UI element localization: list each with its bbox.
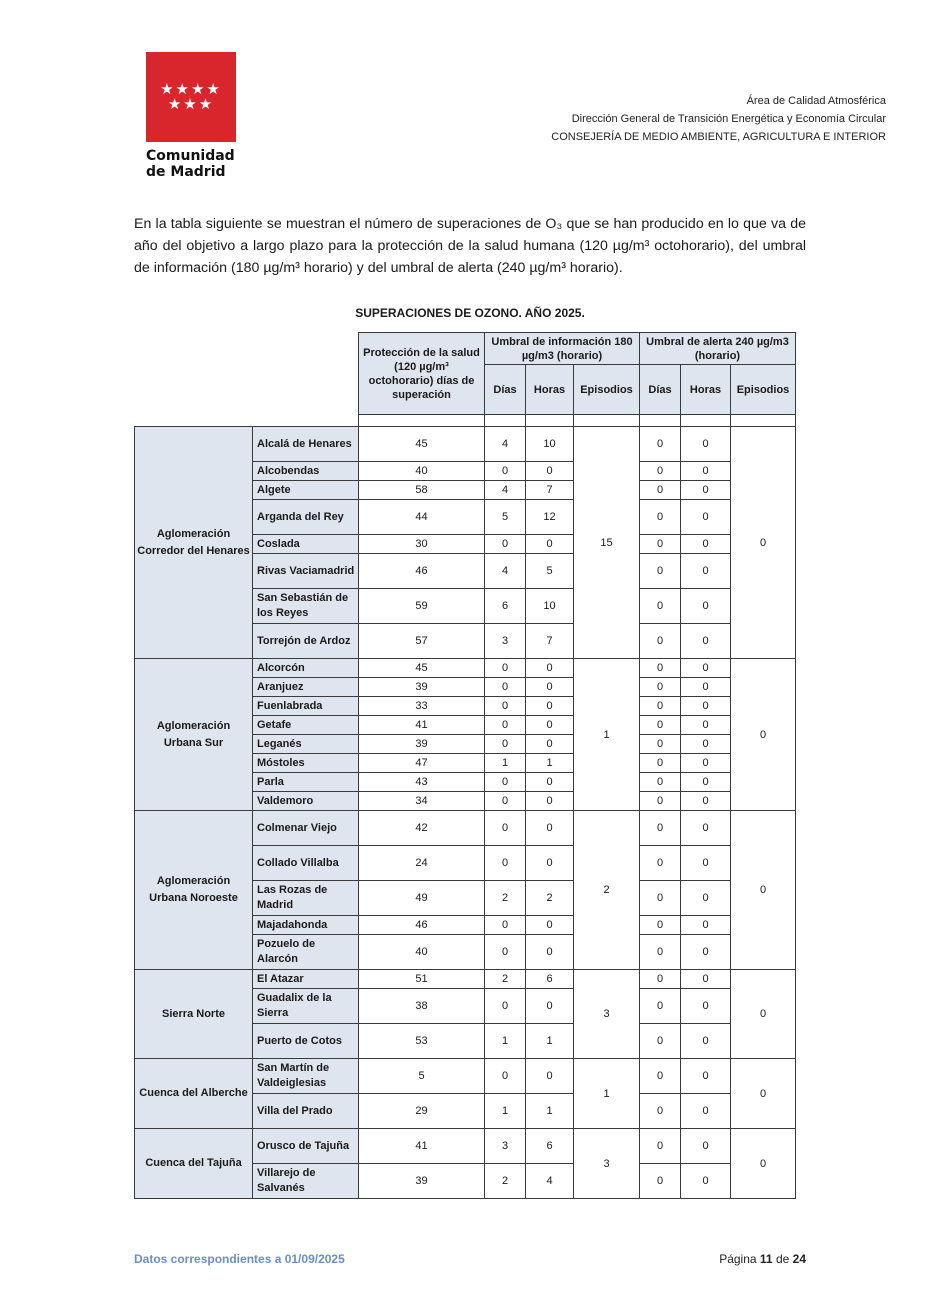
alert-hours-cell: 0 [681,535,731,554]
info-hours-cell: 0 [526,773,574,792]
header-blank [135,333,359,415]
info-days-cell: 2 [485,1164,526,1199]
ozone-table [134,332,796,1199]
info-hours-cell: 12 [526,500,574,535]
info-episodes-cell: 2 [574,811,640,970]
municipality-cell: Majadahonda [253,916,359,935]
info-days-cell: 1 [485,754,526,773]
info-days-cell: 0 [485,811,526,846]
health-cell: 58 [359,481,485,500]
info-days-cell: 0 [485,735,526,754]
municipality-cell: Guadalix de la Sierra [253,989,359,1024]
info-hours-cell: 2 [526,881,574,916]
municipality-cell: Colmenar Viejo [253,811,359,846]
alert-hours-cell: 0 [681,881,731,916]
alert-hours-cell: 0 [681,624,731,659]
alert-days-cell: 0 [640,773,681,792]
alert-hours-cell: 0 [681,811,731,846]
health-cell: 39 [359,678,485,697]
alert-hours-cell: 0 [681,427,731,462]
health-cell: 38 [359,989,485,1024]
alert-hours-cell: 0 [681,916,731,935]
info-days-cell: 1 [485,1024,526,1059]
alert-episodes-cell: 0 [731,427,796,659]
alert-days-cell: 0 [640,1129,681,1164]
footer-page-number [719,1252,806,1266]
info-days-cell: 4 [485,427,526,462]
alert-days-cell: 0 [640,427,681,462]
info-days-cell: 0 [485,697,526,716]
header-info-threshold: Umbral de información 180 µg/m3 (horario) [485,333,640,365]
info-hours-cell: 0 [526,659,574,678]
alert-days-cell: 0 [640,970,681,989]
alert-days-cell: 0 [640,624,681,659]
info-hours-cell: 10 [526,589,574,624]
info-episodes-cell: 15 [574,427,640,659]
table-row [135,1129,796,1164]
alert-hours-cell: 0 [681,678,731,697]
municipality-cell: Valdemoro [253,792,359,811]
alert-days-cell: 0 [640,659,681,678]
alert-episodes-cell: 0 [731,1129,796,1199]
municipality-cell: San Martín de Valdeiglesias [253,1059,359,1094]
alert-days-cell: 0 [640,735,681,754]
info-hours-cell: 0 [526,792,574,811]
page-label: Página [719,1252,757,1266]
health-cell: 49 [359,881,485,916]
alert-hours-cell: 0 [681,481,731,500]
info-episodes-cell: 3 [574,1129,640,1199]
alert-days-cell: 0 [640,462,681,481]
logo-flag [146,52,236,142]
municipality-cell: Fuenlabrada [253,697,359,716]
municipality-cell: San Sebastián de los Reyes [253,589,359,624]
municipality-cell: Alcobendas [253,462,359,481]
info-hours-cell: 0 [526,935,574,970]
info-hours-cell: 7 [526,481,574,500]
health-cell: 34 [359,792,485,811]
health-cell: 40 [359,935,485,970]
health-cell: 51 [359,970,485,989]
info-days-cell: 0 [485,935,526,970]
health-cell: 53 [359,1024,485,1059]
table-row [135,659,796,678]
info-days-cell: 3 [485,624,526,659]
zone-cell: Aglomeración Corredor del Henares [135,427,253,659]
info-days-cell: 0 [485,792,526,811]
municipality-cell: Leganés [253,735,359,754]
info-hours-cell: 6 [526,1129,574,1164]
info-days-cell: 1 [485,1094,526,1129]
info-days-cell: 2 [485,970,526,989]
health-cell: 41 [359,1129,485,1164]
info-hours-cell: 10 [526,427,574,462]
alert-hours-cell: 0 [681,1024,731,1059]
zone-cell: Aglomeración Urbana Sur [135,659,253,811]
info-days-cell: 6 [485,589,526,624]
municipality-cell: Móstoles [253,754,359,773]
header-alert-days: Días [640,365,681,415]
alert-days-cell: 0 [640,754,681,773]
info-hours-cell: 0 [526,678,574,697]
alert-days-cell: 0 [640,589,681,624]
header-info-days: Días [485,365,526,415]
alert-days-cell: 0 [640,1094,681,1129]
community-logo [146,52,236,180]
municipality-cell: El Atazar [253,970,359,989]
alert-days-cell: 0 [640,811,681,846]
alert-hours-cell: 0 [681,554,731,589]
municipality-cell: Las Rozas de Madrid [253,881,359,916]
municipality-cell: Collado Villalba [253,846,359,881]
alert-days-cell: 0 [640,535,681,554]
org-line-2: Dirección General de Transición Energética y Economía Circular [571,113,886,125]
alert-hours-cell: 0 [681,735,731,754]
alert-days-cell: 0 [640,716,681,735]
alert-hours-cell: 0 [681,989,731,1024]
health-cell: 39 [359,735,485,754]
header-info-hours: Horas [526,365,574,415]
info-hours-cell: 0 [526,535,574,554]
info-days-cell: 0 [485,462,526,481]
info-days-cell: 4 [485,554,526,589]
info-episodes-cell: 1 [574,659,640,811]
municipality-cell: Villarejo de Salvanés [253,1164,359,1199]
health-cell: 45 [359,659,485,678]
info-days-cell: 0 [485,1059,526,1094]
alert-hours-cell: 0 [681,1059,731,1094]
municipality-cell: Aranjuez [253,678,359,697]
alert-hours-cell: 0 [681,1164,731,1199]
info-hours-cell: 1 [526,754,574,773]
alert-days-cell: 0 [640,935,681,970]
alert-days-cell: 0 [640,1164,681,1199]
health-cell: 46 [359,916,485,935]
info-hours-cell: 6 [526,970,574,989]
health-cell: 42 [359,811,485,846]
footer-data-date: Datos correspondientes a 01/09/2025 [134,1252,345,1266]
info-days-cell: 5 [485,500,526,535]
alert-hours-cell: 0 [681,462,731,481]
zone-cell: Cuenca del Alberche [135,1059,253,1129]
header-alert-hours: Horas [681,365,731,415]
alert-episodes-cell: 0 [731,1059,796,1129]
info-days-cell: 0 [485,989,526,1024]
alert-days-cell: 0 [640,881,681,916]
municipality-cell: Alcalá de Henares [253,427,359,462]
logo-stars-top: ★★★★ [160,81,222,98]
info-hours-cell: 0 [526,846,574,881]
header-info-episodes: Episodios [574,365,640,415]
alert-hours-cell: 0 [681,659,731,678]
info-days-cell: 0 [485,773,526,792]
municipality-cell: Puerto de Cotos [253,1024,359,1059]
alert-hours-cell: 0 [681,846,731,881]
health-cell: 40 [359,462,485,481]
zone-cell: Aglomeración Urbana Noroeste [135,811,253,970]
ozone-table-container [134,332,796,1199]
info-hours-cell: 0 [526,697,574,716]
info-hours-cell: 1 [526,1094,574,1129]
alert-episodes-cell: 0 [731,970,796,1059]
info-days-cell: 0 [485,659,526,678]
info-hours-cell: 0 [526,716,574,735]
alert-hours-cell: 0 [681,773,731,792]
health-cell: 29 [359,1094,485,1129]
logo-text-line2: de Madrid [146,164,226,180]
alert-hours-cell: 0 [681,754,731,773]
alert-hours-cell: 0 [681,500,731,535]
health-cell: 33 [359,697,485,716]
alert-days-cell: 0 [640,697,681,716]
info-days-cell: 0 [485,716,526,735]
header-alert-threshold: Umbral de alerta 240 µg/m3 (horario) [640,333,796,365]
alert-hours-cell: 0 [681,935,731,970]
alert-hours-cell: 0 [681,1129,731,1164]
info-hours-cell: 4 [526,1164,574,1199]
table-row [135,1059,796,1094]
zone-cell: Sierra Norte [135,970,253,1059]
info-days-cell: 0 [485,535,526,554]
municipality-cell: Getafe [253,716,359,735]
health-cell: 46 [359,554,485,589]
health-cell: 41 [359,716,485,735]
page-of: de [775,1252,790,1266]
info-days-cell: 4 [485,481,526,500]
alert-hours-cell: 0 [681,716,731,735]
table-title: SUPERACIONES DE OZONO. AÑO 2025. [355,306,585,320]
health-cell: 44 [359,500,485,535]
info-days-cell: 0 [485,916,526,935]
logo-text [146,148,236,180]
municipality-cell: Pozuelo de Alarcón [253,935,359,970]
health-cell: 5 [359,1059,485,1094]
info-hours-cell: 7 [526,624,574,659]
health-cell: 59 [359,589,485,624]
organization-header [551,92,886,146]
health-cell: 43 [359,773,485,792]
alert-days-cell: 0 [640,792,681,811]
table-row [135,811,796,846]
zone-cell: Cuenca del Tajuña [135,1129,253,1199]
info-days-cell: 0 [485,678,526,697]
info-hours-cell: 5 [526,554,574,589]
alert-days-cell: 0 [640,846,681,881]
table-row [135,970,796,989]
health-cell: 30 [359,535,485,554]
info-episodes-cell: 3 [574,970,640,1059]
alert-days-cell: 0 [640,500,681,535]
alert-hours-cell: 0 [681,970,731,989]
info-hours-cell: 0 [526,916,574,935]
info-hours-cell: 0 [526,989,574,1024]
alert-hours-cell: 0 [681,589,731,624]
info-hours-cell: 0 [526,811,574,846]
table-body [135,427,796,1199]
info-days-cell: 3 [485,1129,526,1164]
health-cell: 45 [359,427,485,462]
info-days-cell: 2 [485,881,526,916]
alert-days-cell: 0 [640,989,681,1024]
municipality-cell: Coslada [253,535,359,554]
alert-days-cell: 0 [640,554,681,589]
health-cell: 57 [359,624,485,659]
header-alert-episodes: Episodios [731,365,796,415]
alert-hours-cell: 0 [681,792,731,811]
page-total: 24 [792,1252,806,1266]
header-health: Protección de la salud (120 µg/m³ octohorario) días de superación [359,333,485,415]
health-cell: 39 [359,1164,485,1199]
info-hours-cell: 1 [526,1024,574,1059]
org-line-3: CONSEJERÍA DE MEDIO AMBIENTE, AGRICULTURA E INTERIOR [551,131,886,143]
table-row [135,427,796,462]
municipality-cell: Alcorcón [253,659,359,678]
logo-stars-bottom: ★★★ [167,96,215,113]
info-episodes-cell: 1 [574,1059,640,1129]
alert-episodes-cell: 0 [731,811,796,970]
alert-days-cell: 0 [640,1024,681,1059]
alert-days-cell: 0 [640,916,681,935]
health-cell: 47 [359,754,485,773]
municipality-cell: Orusco de Tajuña [253,1129,359,1164]
municipality-cell: Torrejón de Ardoz [253,624,359,659]
municipality-cell: Rivas Vaciamadrid [253,554,359,589]
info-hours-cell: 0 [526,1059,574,1094]
logo-text-line1: Comunidad [146,148,235,164]
municipality-cell: Villa del Prado [253,1094,359,1129]
page-current: 11 [759,1252,773,1266]
municipality-cell: Arganda del Rey [253,500,359,535]
info-hours-cell: 0 [526,462,574,481]
alert-days-cell: 0 [640,1059,681,1094]
municipality-cell: Algete [253,481,359,500]
alert-hours-cell: 0 [681,1094,731,1129]
alert-hours-cell: 0 [681,697,731,716]
municipality-cell: Parla [253,773,359,792]
intro-paragraph: En la tabla siguiente se muestran el número de superaciones de O₃ que se han producido en lo que va de año del objetivo a largo plazo para la protección de la salud humana (120 µg/m³ octohorario), del umbral de información (180 µg/m³ horario) y del umbral de alerta (240 µg/m³ horario). [134,216,806,276]
health-cell: 24 [359,846,485,881]
alert-days-cell: 0 [640,678,681,697]
info-days-cell: 0 [485,846,526,881]
org-line-1: Área de Calidad Atmosférica [746,95,886,107]
alert-episodes-cell: 0 [731,659,796,811]
alert-days-cell: 0 [640,481,681,500]
info-hours-cell: 0 [526,735,574,754]
